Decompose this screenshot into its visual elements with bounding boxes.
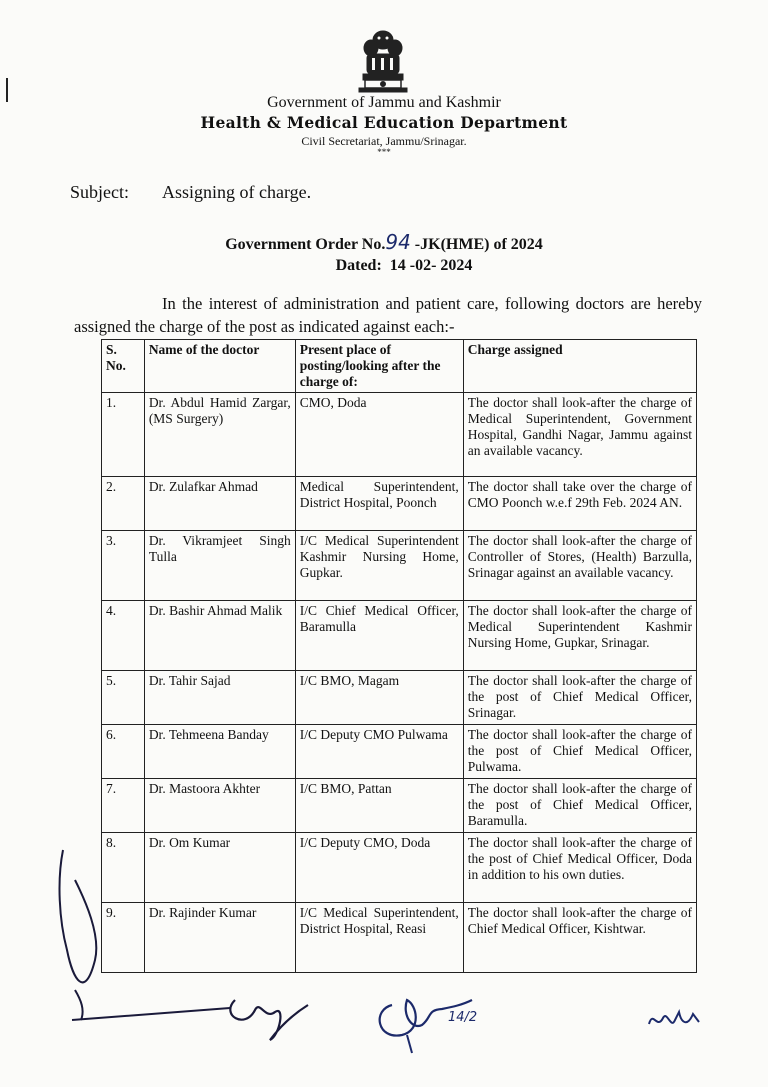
cell-name: Dr. Vikramjeet Singh Tulla: [144, 531, 295, 601]
cell-name: Dr. Tehmeena Banday: [144, 725, 295, 779]
intro-paragraph: [74, 292, 702, 338]
order-prefix: Government Order No.: [225, 236, 386, 253]
header-name: Name of the doctor: [144, 340, 295, 393]
cell-sno: 2.: [102, 477, 145, 531]
cell-present-posting: I/C Deputy CMO Pulwama: [295, 725, 463, 779]
cell-charge-assigned: The doctor shall look-after the charge of Medical Superintendent Kashmir Nursing Home, Gupkar, Srinagar.: [463, 601, 696, 671]
cell-name: Dr. Zulafkar Ahmad: [144, 477, 295, 531]
header-separator: ***: [377, 147, 391, 157]
cell-name: Dr. Abdul Hamid Zargar, (MS Surgery): [144, 393, 295, 477]
table-row: [102, 671, 697, 725]
cell-name: Dr. Om Kumar: [144, 833, 295, 903]
order-number: 94: [385, 230, 411, 254]
table-row: [102, 903, 697, 973]
order-heading: [0, 232, 768, 276]
cell-sno: 7.: [102, 779, 145, 833]
cell-name: Dr. Tahir Sajad: [144, 671, 295, 725]
cell-charge-assigned: The doctor shall take over the charge of CMO Poonch w.e.f 29th Feb. 2024 AN.: [463, 477, 696, 531]
cell-present-posting: Medical Superintendent, District Hospital, Poonch: [295, 477, 463, 531]
cell-present-posting: I/C Medical Superintendent Kashmir Nursing Home, Gupkar.: [295, 531, 463, 601]
table-header-row: [102, 340, 697, 393]
table-row: [102, 725, 697, 779]
cell-sno: 6.: [102, 725, 145, 779]
government-title: Government of Jammu and Kashmir: [267, 94, 501, 111]
header-charge-assigned: Charge assigned: [463, 340, 696, 393]
subject-line: [70, 182, 311, 203]
cell-sno: 9.: [102, 903, 145, 973]
cell-name: Dr. Mastoora Akhter: [144, 779, 295, 833]
table-row: [102, 779, 697, 833]
cell-present-posting: I/C Chief Medical Officer, Baramulla: [295, 601, 463, 671]
cell-present-posting: CMO, Doda: [295, 393, 463, 477]
cell-present-posting: I/C Deputy CMO, Doda: [295, 833, 463, 903]
header-sno: S. No.: [102, 340, 145, 393]
initials-signature: [70, 990, 310, 1050]
cell-sno: 5.: [102, 671, 145, 725]
countersign-initials: [645, 1000, 705, 1040]
cell-name: Dr. Bashir Ahmad Malik: [144, 601, 295, 671]
table-row: [102, 477, 697, 531]
cell-sno: 1.: [102, 393, 145, 477]
department-title: Health & Medical Education Department: [200, 113, 568, 132]
order-suffix: -JK(HME) of 2024: [414, 236, 543, 253]
cell-charge-assigned: The doctor shall look-after the charge of Chief Medical Officer, Kishtwar.: [463, 903, 696, 973]
table-row: [102, 393, 697, 477]
charge-assignment-table: [101, 339, 697, 973]
cell-present-posting: I/C Medical Superintendent, District Hospital, Reasi: [295, 903, 463, 973]
state-emblem-icon: [355, 28, 411, 94]
cell-charge-assigned: The doctor shall look-after the charge of Medical Superintendent, Government Hospital, Gandhi Nagar, Jammu against an available vacancy.: [463, 393, 696, 477]
order-date: Dated: 14 -02- 2024: [335, 257, 473, 274]
cell-present-posting: I/C BMO, Magam: [295, 671, 463, 725]
cell-charge-assigned: The doctor shall look-after the charge of the post of Chief Medical Officer, Baramulla.: [463, 779, 696, 833]
cell-charge-assigned: The doctor shall look-after the charge of the post of Chief Medical Officer, Srinagar.: [463, 671, 696, 725]
cell-sno: 4.: [102, 601, 145, 671]
cell-name: Dr. Rajinder Kumar: [144, 903, 295, 973]
cell-charge-assigned: The doctor shall look-after the charge of the post of Chief Medical Officer, Pulwama.: [463, 725, 696, 779]
table-row: [102, 531, 697, 601]
cell-sno: 8.: [102, 833, 145, 903]
order-number-line: [0, 232, 768, 255]
cell-charge-assigned: The doctor shall look-after the charge of the post of Chief Medical Officer, Doda in addition to his own duties.: [463, 833, 696, 903]
intro-text: In the interest of administration and patient care, following doctors are hereby assigned the charge of the post as indicated against each:-: [74, 294, 702, 336]
signature-date: 14/2: [448, 1010, 478, 1025]
subject-label: Subject:: [70, 182, 129, 202]
table-row: [102, 833, 697, 903]
cell-present-posting: I/C BMO, Pattan: [295, 779, 463, 833]
cell-charge-assigned: The doctor shall look-after the charge of Controller of Stores, (Health) Barzulla, Srinagar against an available vacancy.: [463, 531, 696, 601]
table-row: [102, 601, 697, 671]
secretariat-address: Civil Secretariat, Jammu/Srinagar.: [301, 134, 467, 148]
cell-sno: 3.: [102, 531, 145, 601]
subject-text: Assigning of charge.: [162, 182, 312, 202]
header-present-posting: Present place of posting/looking after the charge of:: [295, 340, 463, 393]
